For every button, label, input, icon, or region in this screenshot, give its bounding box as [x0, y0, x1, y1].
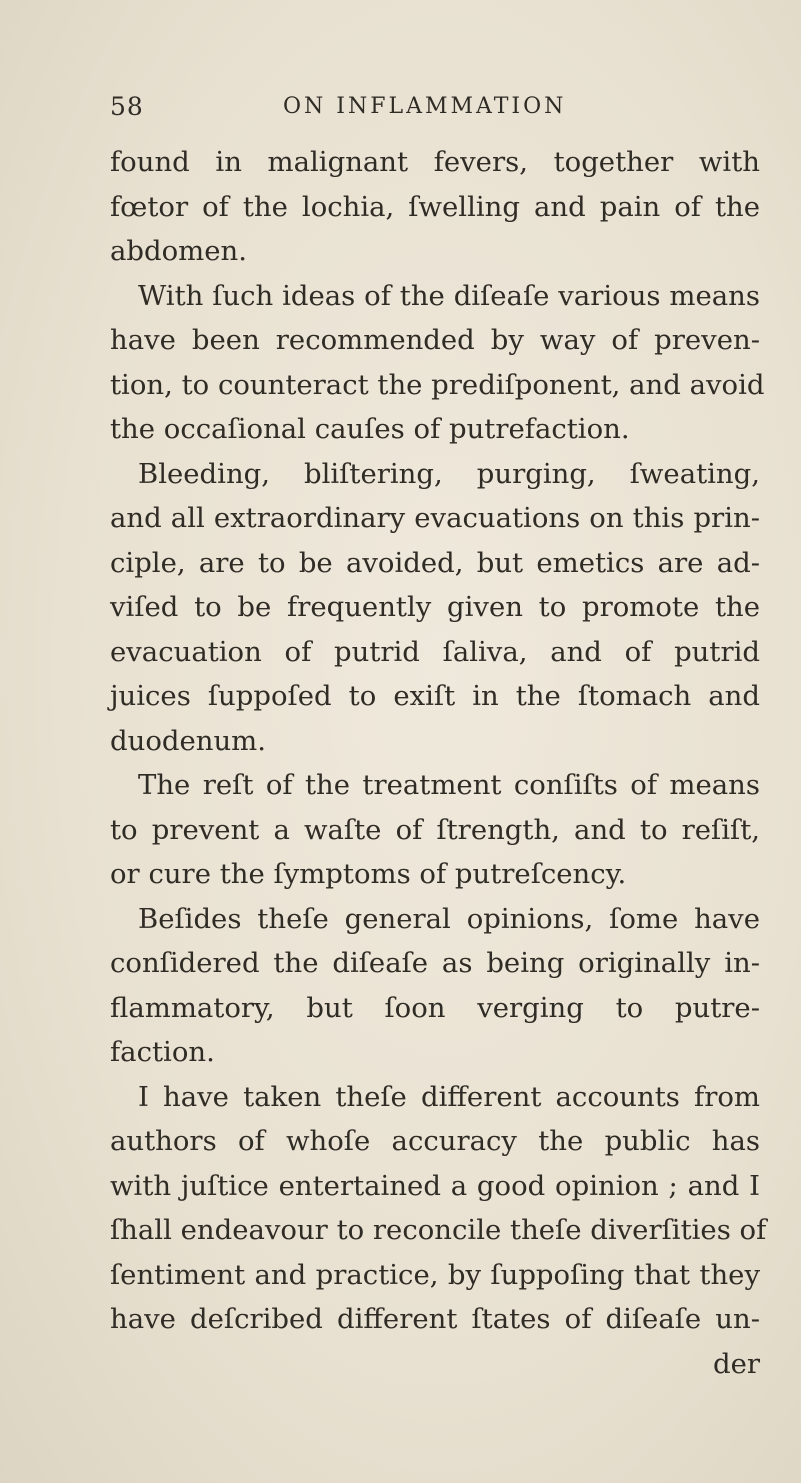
text-line: fœtor of the lochia, ſwelling and pain of the [110, 190, 760, 223]
text-line: duodenum. [110, 724, 266, 757]
text-line: Bleeding, bliſtering, purging, ſweating, [138, 457, 760, 490]
text-line: viſed to be frequently given to promote the [110, 591, 760, 623]
text-line: authors of whoſe accuracy the public has [110, 1125, 760, 1157]
text-line: ciple, are to be avoided, but emetics are ad- [110, 546, 760, 579]
text-line: With ſuch ideas of the diſeaſe various means [138, 279, 760, 312]
running-head [110, 92, 701, 132]
text-line: have deſcribed different ſtates of diſeaſe un- [110, 1303, 760, 1335]
running-title: ON INFLAMMATION [283, 94, 567, 119]
text-line: found in malignant fevers, together with [110, 146, 760, 178]
text-line: to prevent a waſte of ſtrength, and to reſiſt, [110, 813, 760, 846]
text-line: conſidered the diſeaſe as being originally in- [110, 947, 760, 979]
body-text [110, 140, 767, 1386]
text-line: The reſt of the treatment conſiſts of means [138, 769, 760, 801]
text-line: ſentiment and practice, by ſuppoſing that they [110, 1258, 760, 1291]
text-line: with juſtice entertained a good opinion ; and I [110, 1169, 760, 1202]
text-line: evacuation of putrid ſaliva, and of putrid [110, 635, 760, 668]
text-line: I have taken theſe different accounts from [138, 1080, 760, 1113]
page-number: 58 [110, 92, 144, 121]
text-line: have been recommended by way of preven- [110, 324, 760, 356]
text-line: the occaſional cauſes of putrefaction. [110, 413, 630, 445]
text-line: flammatory, but ſoon verging to putre- [110, 991, 760, 1024]
text-line: Beſides theſe general opinions, ſome have [138, 902, 760, 935]
text-line: or cure the ſymptoms of putreſcency. [110, 858, 627, 890]
text-line: and all extraordinary evacuations on this prin- [110, 502, 760, 534]
text-line: ſhall endeavour to reconcile theſe diverſities of [110, 1214, 767, 1246]
catchword: der [712, 1347, 760, 1380]
text-line: juices ſuppoſed to exiſt in the ſtomach and [110, 680, 760, 712]
text-line: faction. [110, 1036, 215, 1068]
text-line: tion, to counteract the prediſponent, and avoid [110, 368, 765, 401]
text-line: abdomen. [110, 235, 247, 267]
